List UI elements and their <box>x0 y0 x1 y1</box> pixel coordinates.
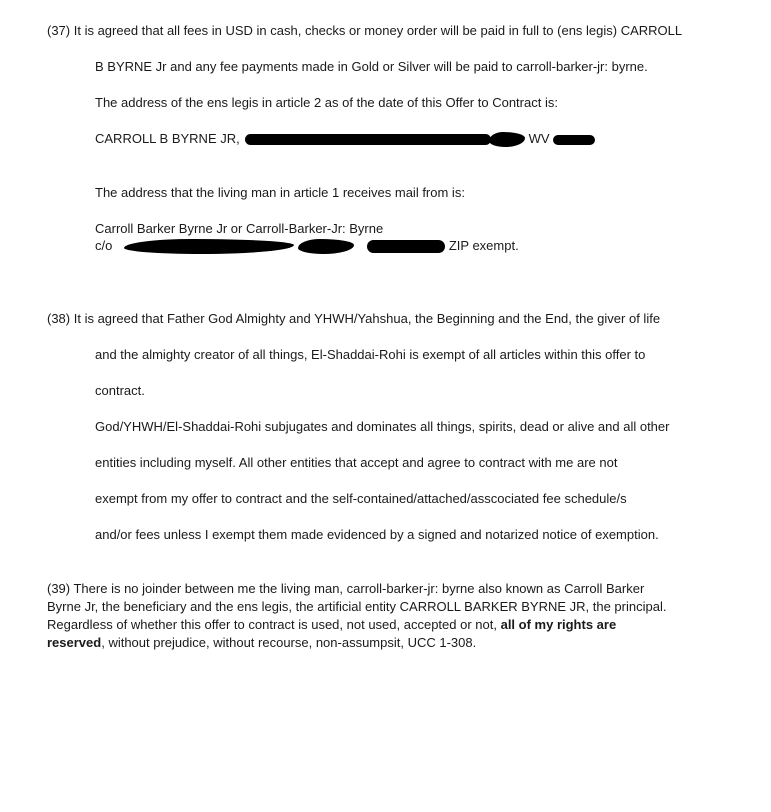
art38-line3: contract. <box>95 383 145 398</box>
art38-line4: God/YHWH/El-Shaddai-Rohi subjugates and dominates all things, spirits, dead or alive and all other <box>95 419 670 434</box>
art39-line4-text: , without prejudice, without recourse, non-assumpsit, UCC 1-308. <box>101 635 477 650</box>
address-prefix: CARROLL B BYRNE JR, <box>95 131 240 146</box>
reserved-emphasis: reserved <box>47 635 102 650</box>
redaction-bar <box>553 135 595 145</box>
art39-line1: (39) There is no joinder between me the living man, carroll-barker-jr: byrne also known as Carroll Barker <box>47 581 645 596</box>
redaction-bar <box>245 134 491 145</box>
art37-line6: Carroll Barker Byrne Jr or Carroll-Barker-Jr: Byrne <box>95 221 384 236</box>
redaction-bar <box>367 240 445 253</box>
art39-line3-text: Regardless of whether this offer to contract is used, not used, accepted or not, <box>47 617 497 632</box>
art38-line1: (38) It is agreed that Father God Almighty and YHWH/Yahshua, the Beginning and the End, the giver of life <box>47 311 661 326</box>
art39-line4 <box>47 634 476 651</box>
art39-line3 <box>47 616 616 633</box>
art37-line5: The address that the living man in article 1 receives mail from is: <box>95 185 465 200</box>
care-of-prefix: c/o <box>95 238 113 253</box>
art37-line3: The address of the ens legis in article 2 as of the date of this Offer to Contract is: <box>95 95 558 110</box>
art39-line2: Byrne Jr, the beneficiary and the ens legis, the artificial entity CARROLL BARKER BYRNE JR, the principal. <box>47 599 667 614</box>
redaction-bar <box>489 132 525 147</box>
art38-line6: exempt from my offer to contract and the self-contained/attached/asscociated fee schedule/s <box>95 491 627 506</box>
art38-line5: entities including myself. All other entities that accept and agree to contract with me are not <box>95 455 618 470</box>
redaction-bar <box>298 239 354 254</box>
art37-line2: B BYRNE Jr and any fee payments made in Gold or Silver will be paid to carroll-barker-jr: byrne. <box>95 59 648 74</box>
redaction-bar <box>124 239 294 254</box>
address-state: WV <box>528 131 550 146</box>
care-of-address <box>95 237 519 254</box>
art37-line1: (37) It is agreed that all fees in USD in cash, checks or money order will be paid in full to (ens legis) CARROLL <box>47 23 683 38</box>
ens-legis-address <box>95 130 595 147</box>
art38-line2: and the almighty creator of all things, El-Shaddai-Rohi is exempt of all articles within this offer to <box>95 347 646 362</box>
care-of-suffix: ZIP exempt. <box>448 238 519 253</box>
rights-reserved-emphasis: all of my rights are <box>500 617 617 632</box>
art38-line7: and/or fees unless I exempt them made evidenced by a signed and notarized notice of exemption. <box>95 527 659 542</box>
